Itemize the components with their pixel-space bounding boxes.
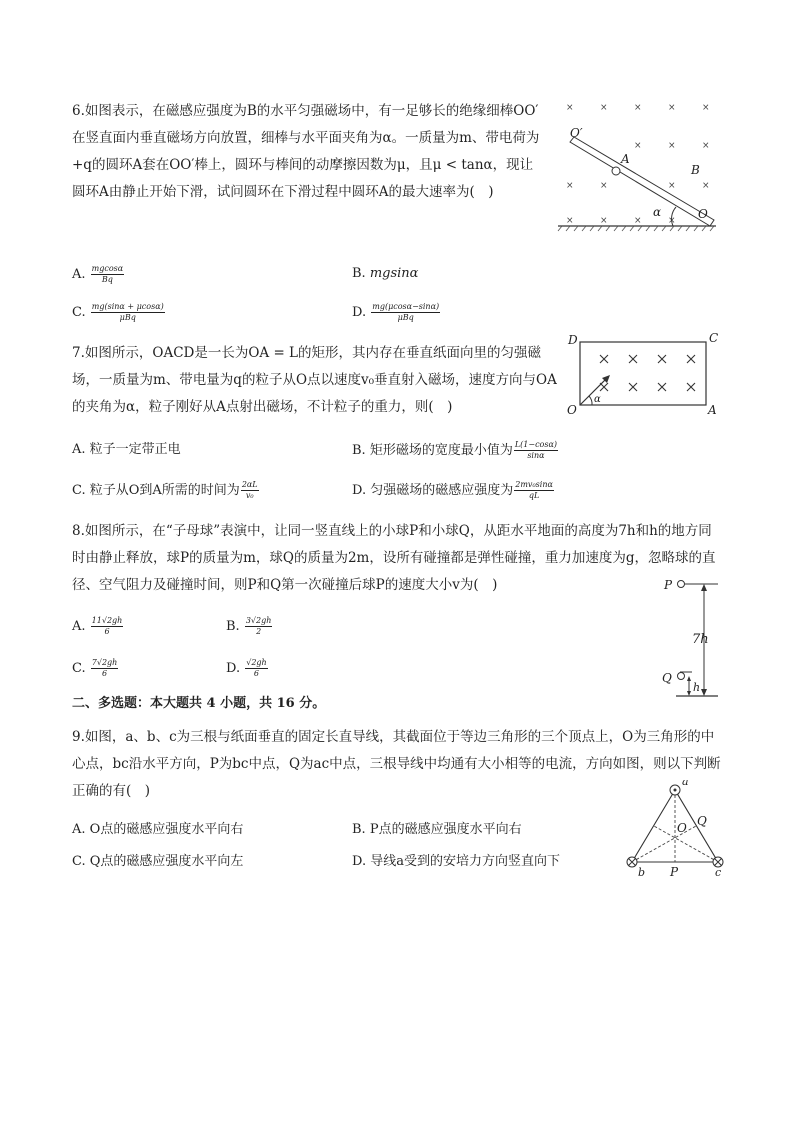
label-a: a <box>682 780 689 788</box>
option-text: O点的磁感应强度水平向右 <box>89 822 244 837</box>
option-fraction: $\frac{2\alpha L}{\text{v₀}}$ <box>241 480 258 500</box>
option-label: A. <box>72 267 86 282</box>
label-7h: 7h <box>692 632 709 647</box>
arrowhead-up <box>701 584 707 591</box>
svg-text:×: × <box>702 103 710 113</box>
svg-text:×: × <box>668 216 676 226</box>
q6-option-c[interactable] <box>72 302 166 323</box>
label-o: O <box>698 207 708 221</box>
option-label: A. <box>72 619 86 634</box>
svg-text:×: × <box>668 141 676 151</box>
option-text: 匀强磁场的磁感应强度为 <box>370 483 514 498</box>
option-fraction: $\frac{3√2gh}{2}$ <box>245 616 272 636</box>
arrowhead-down <box>701 689 707 696</box>
q9-option-b[interactable] <box>352 820 522 840</box>
q9-option-c[interactable] <box>72 852 243 872</box>
option-fraction: $\frac{7√2gh}{6}$ <box>91 658 118 678</box>
label-h: h <box>693 681 701 694</box>
option-fraction: $\frac{\text{2mv₀sinα}}{qL}$ <box>515 480 553 500</box>
option-label: D. <box>352 854 367 869</box>
option-label: B. <box>352 443 366 458</box>
label-q: Q <box>662 671 672 685</box>
section-heading-multiple-choice: 二、多选题：本大题共 4 小题，共 16 分。 <box>72 696 326 711</box>
ground-hatch <box>558 226 714 231</box>
option-text: Q点的磁感应强度水平向左 <box>89 854 244 869</box>
option-text: 粒子从O到A所需的时间为 <box>89 483 240 498</box>
label-b: b <box>638 866 646 879</box>
q9-option-a[interactable] <box>72 820 243 840</box>
q8-option-a[interactable] <box>72 616 124 637</box>
insulating-rod <box>570 137 714 226</box>
label-c: c <box>715 866 722 879</box>
q6-option-d[interactable] <box>352 302 441 323</box>
svg-text:×: × <box>634 103 642 113</box>
h-arrowhead-up <box>687 676 691 681</box>
question-6-stem: 6.如图表示，在磁感应强度为B的水平匀强磁场中，有一足够长的绝缘细棒OO′在竖直面内垂直磁场方向放置，细棒与水平面夹角为α。一质量为m、带电荷为 +q的圆环A套在OO′棒上，圆环与棒间的动摩擦因数为μ，且μ < tanα，现让圆环A由静止开始下滑，试问圆环在下滑过程中圆环A的最大速率为( ) <box>72 103 540 200</box>
label-p: P <box>664 578 673 592</box>
wire-a-dot <box>674 789 677 792</box>
option-label: A. <box>72 822 86 837</box>
option-text: mgsinα <box>369 266 419 281</box>
q6-option-b[interactable] <box>352 264 418 284</box>
q8-option-c[interactable] <box>72 658 119 679</box>
svg-text:×: × <box>702 141 710 151</box>
ring-a <box>612 167 620 175</box>
svg-text:×: × <box>600 103 608 113</box>
q9-figure <box>620 780 730 880</box>
option-fraction: $\frac{√2gh}{6}$ <box>246 658 267 678</box>
option-fraction: $\frac{mg(\mu\cos\alpha-\sin\alpha)}{\text{μBq}}$ <box>372 302 440 322</box>
question-7-stem: 7.如图所示，OACD是一长为OA = L的矩形，其内存在垂直纸面向里的匀强磁场，一质量为m、带电量为q的粒子从O点以速度v₀垂直射入磁场，速度方向与OA的夹角为α，粒子刚好从A点射出磁场，不计粒子的重力，则( ) <box>72 345 557 415</box>
option-text: 矩形磁场的宽度最小值为 <box>369 443 513 458</box>
option-text: 导线a受到的安培力方向竖直向下 <box>370 854 560 869</box>
option-label: C. <box>72 305 86 320</box>
option-label: D. <box>352 483 367 498</box>
ball-q <box>678 673 685 680</box>
option-label: B. <box>352 822 366 837</box>
q8-option-b[interactable] <box>226 616 273 637</box>
q7-option-b[interactable] <box>352 440 559 461</box>
label-o-prime: O′ <box>570 126 583 140</box>
q6-figure <box>552 95 722 235</box>
svg-text:×: × <box>600 216 608 226</box>
option-fraction: $\frac{L(1-\cos\alpha)}{\sin\alpha}$ <box>514 440 557 460</box>
option-fraction: $\frac{mgcos\alpha}{Bq}$ <box>91 264 124 284</box>
label-alpha: α <box>594 394 601 405</box>
h-arrowhead-down <box>687 691 691 696</box>
label-alpha: α <box>653 205 662 219</box>
label-o: O <box>677 821 687 835</box>
option-label: C. <box>72 661 86 676</box>
label-d: D <box>568 333 578 347</box>
label-p: P <box>670 865 679 879</box>
svg-text:×: × <box>566 103 574 113</box>
option-label: C. <box>72 854 86 869</box>
q6-option-a[interactable] <box>72 264 125 285</box>
label-a: A <box>621 152 630 166</box>
option-label: B. <box>352 266 366 281</box>
option-fraction: $\frac{11√2gh}{6}$ <box>91 616 123 636</box>
q7-option-c[interactable] <box>72 480 260 501</box>
svg-text:×: × <box>566 181 574 191</box>
q8-figure <box>652 572 732 702</box>
q7-option-a[interactable] <box>72 440 181 460</box>
label-q: Q <box>697 814 707 828</box>
option-label: B. <box>226 619 240 634</box>
svg-text:×: × <box>668 181 676 191</box>
option-fraction: $\frac{mg(\sin\alpha + \mu\cos\alpha)}{\text{μBq}}$ <box>91 302 164 322</box>
option-label: A. <box>72 442 86 457</box>
label-o: O <box>567 403 577 417</box>
question-9-stem: 9.如图，a、b、c为三根与纸面垂直的固定长直导线，其截面位于等边三角形的三个顶点上，O为三角形的中心点，bc沿水平方向，P为bc中点，Q为ac中点，三根导线中均通有大小相等的电流，方向如图，则以下判断正确的有( ) <box>72 729 721 799</box>
option-text: P点的磁感应强度水平向右 <box>369 822 522 837</box>
q9-option-d[interactable] <box>352 852 560 872</box>
q7-option-d[interactable] <box>352 480 555 501</box>
svg-text:×: × <box>634 216 642 226</box>
label-a: A <box>708 403 717 417</box>
svg-text:×: × <box>634 141 642 151</box>
svg-text:×: × <box>702 181 710 191</box>
svg-text:×: × <box>600 181 608 191</box>
option-label: D. <box>226 661 241 676</box>
ball-p <box>678 581 685 588</box>
question-8-stem: 8.如图所示，在“子母球”表演中，让同一竖直线上的小球P和小球Q，从距水平地面的高度为7h和h的地方同时由静止释放，球P的质量为m，球Q的质量为2m，设所有碰撞都是弹性碰撞，重力加速度为g，忽略球的直径、空气阻力及碰撞时间，则P和Q第一次碰撞后球P的速度大小v为( ) <box>72 523 716 593</box>
option-label: D. <box>352 305 367 320</box>
svg-text:×: × <box>668 103 676 113</box>
svg-text:×: × <box>566 216 574 226</box>
label-b: B <box>691 163 700 177</box>
q8-option-d[interactable] <box>226 658 269 679</box>
q7-figure <box>562 330 722 422</box>
option-label: C. <box>72 483 86 498</box>
option-text: 粒子一定带正电 <box>89 442 181 457</box>
label-c: C <box>709 331 719 345</box>
